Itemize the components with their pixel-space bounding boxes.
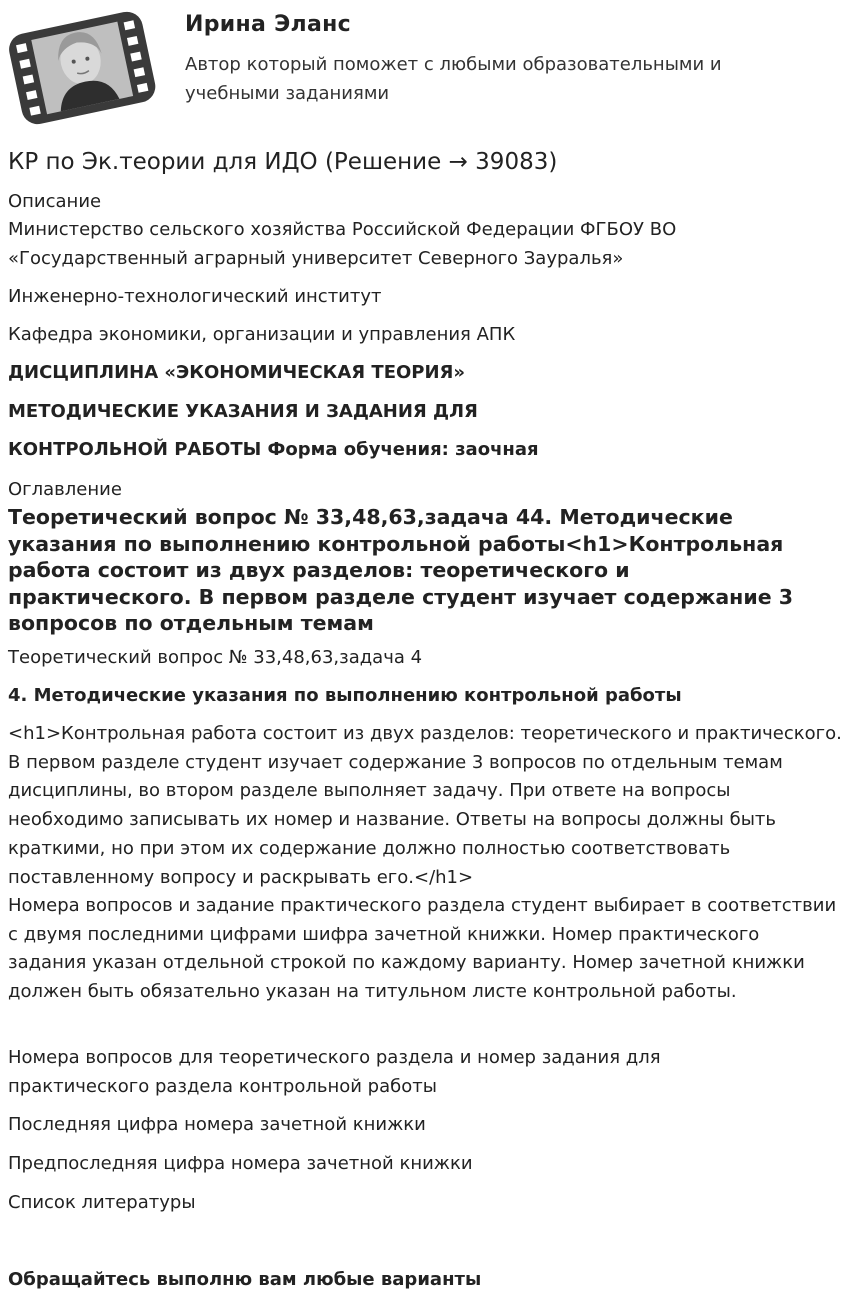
footer-cta: Обращайтесь выполню вам любые варианты <box>8 1269 482 1290</box>
toc-link[interactable]: Теоретический вопрос № 33,48,63,задача 44. Методические указания по выполнению контрольной работы<h1>Контрольная работа состоит из двух разделов: теоретического и практического. В первом разделе студент изучает содержание 3 вопросов по отдельным темам <box>8 505 794 635</box>
institute-text: Инженерно-технологический институт <box>8 286 382 307</box>
author-card <box>8 0 839 140</box>
method-title-line-2: КОНТРОЛЬНОЙ РАБОТЫ Форма обучения: заочная <box>8 439 539 460</box>
prelast-digit-text: Предпоследняя цифра номера зачетной книжки <box>8 1153 473 1174</box>
last-digit-text: Последняя цифра номера зачетной книжки <box>8 1114 426 1135</box>
theory-question: Теоретический вопрос № 33,48,63,задача 4 <box>8 647 423 668</box>
author-avatar[interactable] <box>8 8 156 126</box>
author-name[interactable]: Ирина Эланс <box>185 12 351 37</box>
paragraph-1: <h1>Контрольная работа состоит из двух разделов: теоретического и практического. В первом разделе студент изучает содержание 3 вопросов по отдельным темам дисциплины, во втором разделе выполняет задачу. При ответе на вопросы необходимо записывать их номер и название. Ответы на вопросы должны быть краткими, но при этом их содержание должно полностью соответствовать поставленному вопросу и раскрывать его.</h1> <box>8 723 842 888</box>
page <box>8 0 842 1290</box>
method-title-line-1: МЕТОДИЧЕСКИЕ УКАЗАНИЯ И ЗАДАНИЯ ДЛЯ <box>8 401 478 422</box>
paragraph-2: Номера вопросов и задание практического раздела студент выбирает в соответствии с двумя последними цифрами шифра зачетной книжки. Номер практического задания указан отдельной строкой по каждому варианту. Номер зачетной книжки должен быть обязательно указан на титульном листе контрольной работы. <box>8 895 837 1003</box>
discipline-title: ДИСЦИПЛИНА «ЭКОНОМИЧЕСКАЯ ТЕОРИЯ» <box>8 362 466 383</box>
author-description: Автор который поможет с любыми образовательными и учебными заданиями <box>185 54 722 104</box>
page-title: КР по Эк.теории для ИДО (Решение → 39083) <box>8 149 558 175</box>
toc-heading: Оглавление <box>8 479 122 500</box>
department-text: Кафедра экономики, организации и управления АПК <box>8 324 516 345</box>
section-heading: 4. Методические указания по выполнению контрольной работы <box>8 685 682 706</box>
ministry-text: Министерство сельского хозяйства Российской Федерации ФГБОУ ВО «Государственный аграрный университет Северного Зауралья» <box>8 219 677 269</box>
description-heading: Описание <box>8 191 102 212</box>
paragraph-3: Номера вопросов для теоретического раздела и номер задания для практического раздела контрольной работы <box>8 1047 661 1097</box>
literature-heading: Список литературы <box>8 1192 196 1213</box>
